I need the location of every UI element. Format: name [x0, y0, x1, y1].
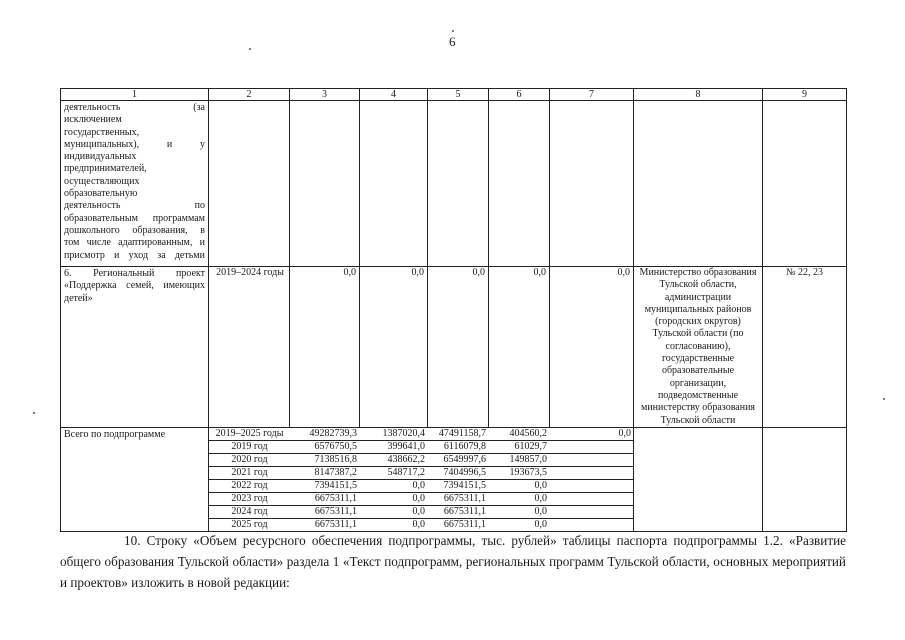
total-value: [550, 467, 634, 480]
empty-cell: [763, 101, 847, 267]
project-regional: 0,0: [428, 267, 489, 428]
total-value: 0,0: [360, 480, 428, 493]
continuation-line: образовательную: [64, 188, 138, 200]
total-breakdown-table: [209, 428, 634, 531]
total-breakdown-row: [209, 441, 634, 454]
total-year: 2023 год: [209, 493, 290, 506]
total-breakdown-row: [209, 428, 634, 441]
continuation-line: муниципальных), и у: [64, 138, 205, 150]
total-value: 1387020,4: [382, 428, 425, 439]
total-label: Всего по подпрограмме: [61, 428, 209, 532]
continuation-line: том числе адаптированным, и: [64, 237, 205, 249]
total-value: 0,0: [489, 506, 550, 519]
total-value: 0,0: [360, 493, 428, 506]
total-year: 2021 год: [209, 467, 290, 480]
scan-speck: [883, 398, 885, 400]
total-breakdown-row: [209, 506, 634, 519]
total-year: 2024 год: [209, 506, 290, 519]
total-value: 0,0: [489, 480, 550, 493]
empty-cell: [489, 101, 550, 267]
total-value: [550, 506, 634, 519]
total-breakdown-cell: [209, 428, 634, 532]
project-extra: 0,0: [550, 267, 634, 428]
header-col-5: 5: [428, 89, 489, 101]
header-col-1: 1: [61, 89, 209, 101]
continuation-line: деятельность (за: [64, 102, 205, 113]
project-title: 6. Региональный проект «Поддержка семей, имеющих детей»: [61, 267, 209, 428]
total-value: 6675311,1: [428, 506, 489, 519]
project-executors: Министерство образования Тульской области, администрации муниципальных районов (городских округов) Тульской области (по согласованию), государственные образовательные организации, подведомственные министерству образования Тульской области: [634, 267, 763, 428]
total-breakdown-row: [209, 467, 634, 480]
resource-table: [60, 88, 847, 532]
continuation-text: [64, 102, 205, 262]
total-value: [550, 493, 634, 506]
project-indicators: № 22, 23: [763, 267, 847, 428]
continuation-line: предпринимателей,: [64, 163, 147, 175]
total-value: 6576750,5: [290, 441, 360, 454]
header-col-2: 2: [209, 89, 290, 101]
total-value: 6675311,1: [290, 519, 360, 532]
continuation-text-cell: [61, 101, 209, 267]
total-value: 0,0: [618, 428, 631, 439]
project-row: [61, 267, 847, 428]
total-value: 438662,2: [360, 454, 428, 467]
empty-cell: [550, 101, 634, 267]
scan-speck: [249, 48, 251, 50]
total-value: 0,0: [489, 519, 550, 532]
project-total: 0,0: [290, 267, 360, 428]
total-year: 2025 год: [209, 519, 290, 532]
total-value: 47491158,7: [438, 428, 486, 439]
total-year: 2020 год: [209, 454, 290, 467]
continuation-line: образовательным программам: [64, 212, 205, 224]
total-value: 7394151,5: [428, 480, 489, 493]
continuation-line: осуществляющих: [64, 175, 140, 187]
header-col-4: 4: [360, 89, 428, 101]
empty-cell: [634, 428, 763, 532]
header-col-6: 6: [489, 89, 550, 101]
header-col-9: 9: [763, 89, 847, 101]
header-col-3: 3: [290, 89, 360, 101]
empty-cell: [763, 428, 847, 532]
total-value: 149857,0: [489, 454, 550, 467]
empty-cell: [290, 101, 360, 267]
total-value: 0,0: [360, 519, 428, 532]
total-value: 61029,7: [489, 441, 550, 454]
total-value: [550, 454, 634, 467]
continuation-line: исключением: [64, 114, 122, 126]
total-value: 193673,5: [489, 467, 550, 480]
continuation-line: индивидуальных: [64, 151, 137, 163]
scan-speck: [33, 412, 35, 414]
total-value: 8147387,2: [290, 467, 360, 480]
continuation-line: присмотр и уход за детьми: [64, 249, 205, 261]
total-value: 404560,2: [509, 428, 547, 439]
project-period: 2019–2024 годы: [209, 267, 290, 428]
header-col-7: 7: [550, 89, 634, 101]
total-value: [550, 441, 634, 454]
total-value: 7404996,5: [428, 467, 489, 480]
total-value: 6549997,6: [428, 454, 489, 467]
continuation-line: государственных,: [64, 126, 140, 138]
project-federal: 0,0: [360, 267, 428, 428]
header-col-8: 8: [634, 89, 763, 101]
total-value: 6675311,1: [428, 519, 489, 532]
total-year: 2019–2025 годы: [215, 428, 284, 439]
total-row: [61, 428, 847, 532]
empty-cell: [360, 101, 428, 267]
empty-cell: [209, 101, 290, 267]
total-value: 399641,0: [360, 441, 428, 454]
total-value: 0,0: [489, 493, 550, 506]
total-value: [550, 480, 634, 493]
total-value: 7138516,8: [290, 454, 360, 467]
total-breakdown-row: [209, 480, 634, 493]
instruction-paragraph: [60, 530, 846, 593]
total-value: 0,0: [360, 506, 428, 519]
continuation-line: дошкольного образования, в: [64, 224, 205, 236]
instruction-text: 10. Строку «Объем ресурсного обеспечения подпрограммы, тыс. рублей» таблицы паспорта подпрограммы 1.2. «Развитие общего образования Тульской области» раздела 1 «Текст подпрограмм, региональных программ Тульской области, основных мероприятий и проектов» изложить в новой редакции:: [60, 533, 846, 590]
continuation-row: [61, 101, 847, 267]
total-year: 2022 год: [209, 480, 290, 493]
total-breakdown-row: [209, 454, 634, 467]
empty-cell: [428, 101, 489, 267]
header-row: [61, 89, 847, 101]
total-value: 548717,2: [360, 467, 428, 480]
total-value: 6675311,1: [290, 493, 360, 506]
project-local: 0,0: [489, 267, 550, 428]
total-value: 49282739,3: [309, 428, 357, 439]
total-value: 6675311,1: [290, 506, 360, 519]
continuation-line: деятельность по: [64, 200, 205, 212]
total-value: 6675311,1: [428, 493, 489, 506]
empty-cell: [634, 101, 763, 267]
total-breakdown-row: [209, 493, 634, 506]
total-year: 2019 год: [209, 441, 290, 454]
page-number: 6: [449, 34, 456, 49]
scan-speck: [452, 30, 454, 32]
total-value: 7394151,5: [290, 480, 360, 493]
total-value: 6116079,8: [428, 441, 489, 454]
